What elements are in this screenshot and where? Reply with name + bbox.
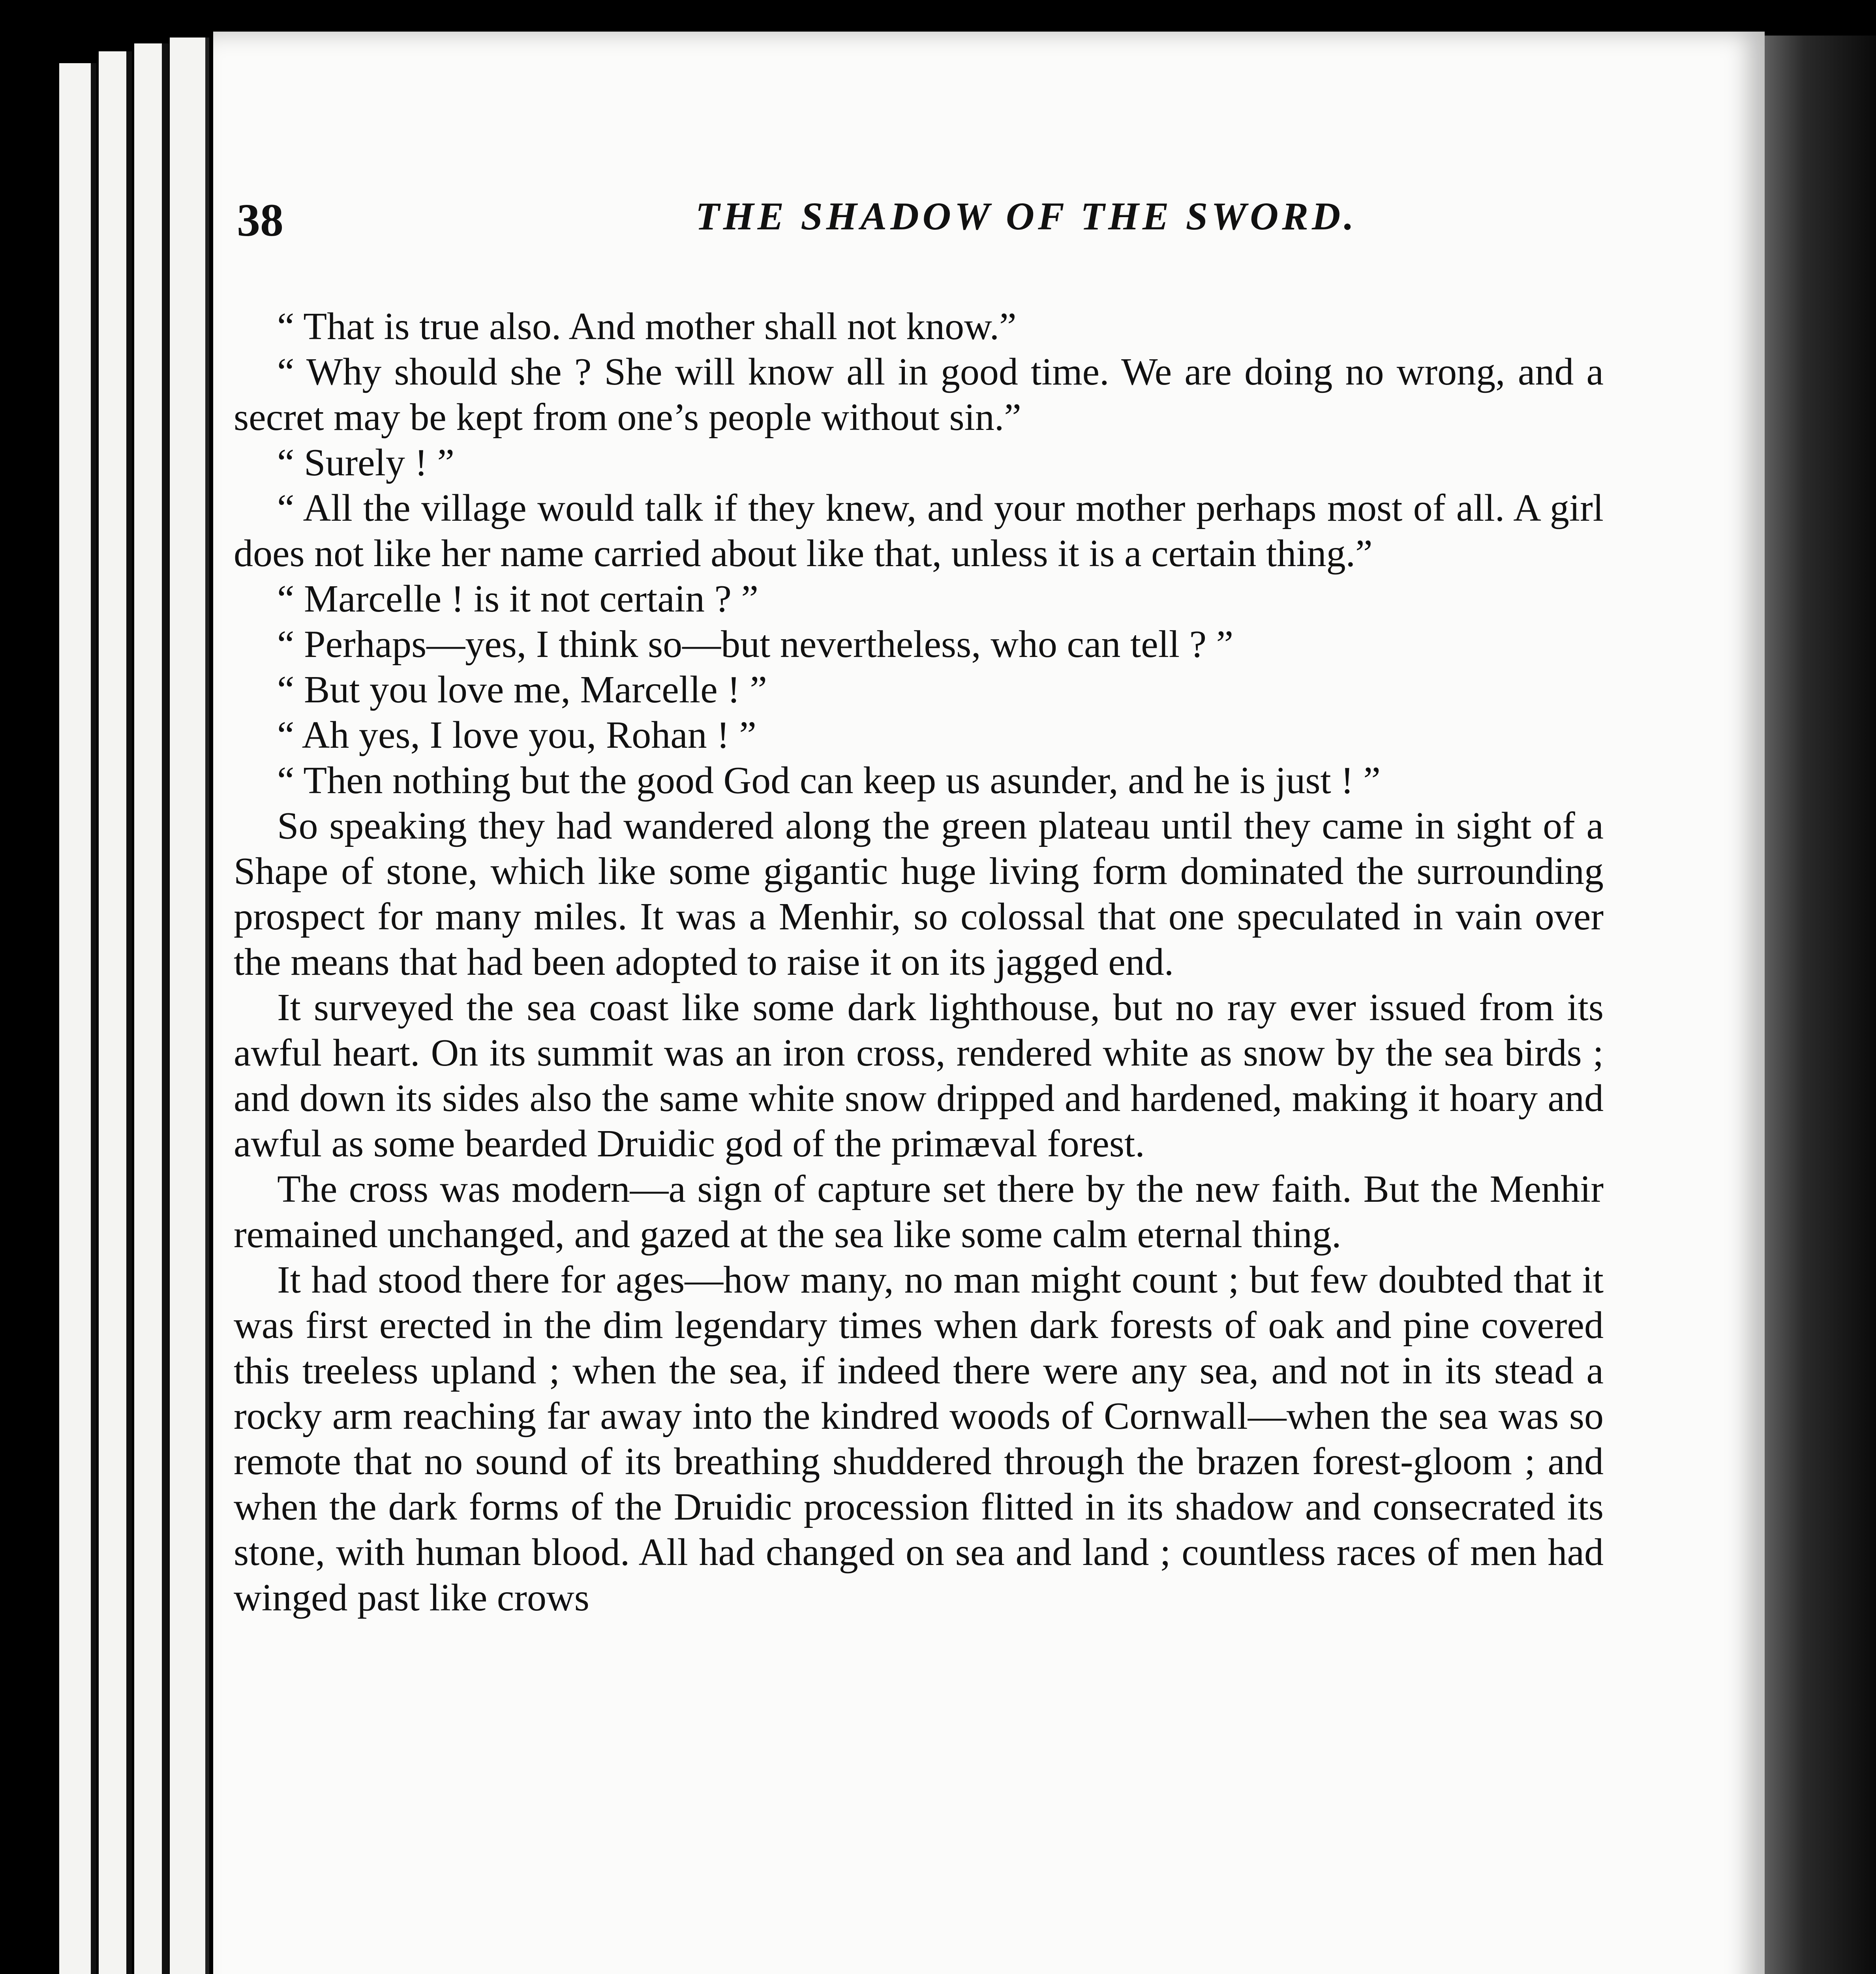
- paragraph: “ Surely ! ”: [277, 441, 454, 484]
- paragraph: “ That is true also. And mother shall not know.”: [277, 305, 1017, 348]
- paragraph: So speaking they had wandered along the green plateau until they came in sight of a Shape of stone, which like some gigantic huge living form dominated the surrounding prospect for many miles. It was a Menhir, so colossal that one speculated in vain over the means that had been adopted to raise it on its jagged end.: [234, 805, 1604, 983]
- paragraph: “ Then nothing but the good God can keep us asunder, and he is just ! ”: [277, 759, 1381, 802]
- page-number: 38: [237, 194, 283, 246]
- paragraph: It surveyed the sea coast like some dark lighthouse, but no ray ever issued from its awful heart. On its summit was an iron cross, rendered white as snow by the sea birds ; and down its sides also the same white snow dripped and hardened, making it hoary and awful as some bearded Druidic god of the primæval forest.: [234, 986, 1604, 1165]
- paragraph: The cross was modern—a sign of capture set there by the new faith. But the Menhir remained unchanged, and gazed at the sea like some calm eternal thing.: [234, 1168, 1604, 1256]
- paragraph: “ Marcelle ! is it not certain ? ”: [277, 578, 758, 620]
- page-header: [237, 186, 1619, 265]
- body-text: [234, 304, 1604, 1621]
- paragraph: “ Perhaps—yes, I think so—but nevertheless, who can tell ? ”: [277, 623, 1234, 666]
- paragraph: “ Why should she ? She will know all in good time. We are doing no wrong, and a secret may be kept from one’s people without sin.”: [234, 351, 1604, 439]
- running-title: THE SHADOW OF THE SWORD.: [695, 194, 1358, 238]
- paragraph: “ Ah yes, I love you, Rohan ! ”: [277, 714, 756, 756]
- paragraph: “ All the village would talk if they knew, and your mother perhaps most of all. A girl does not like her name carried about like that, unless it is a certain thing.”: [234, 487, 1604, 575]
- book-edge-outer: [59, 63, 96, 1974]
- book-edge-inner: [170, 38, 209, 1974]
- paragraph: It had stood there for ages—how many, no man might count ; but few doubted that it was first erected in the dim legendary times when dark forests of oak and pine covered this treeless upland ; when the sea, if indeed there were any sea, and not in its stead a rocky arm reaching far away into the kindred woods of Cornwall—when the sea was so remote that no sound of its breathing shuddered through the brazen forest-gloom ; and when the dark forms of the Druidic procession flitted in its shadow and consecrated its stone, with human blood. All had changed on sea and land ; countless races of men had winged past like crows: [234, 1259, 1604, 1619]
- paragraph: “ But you love me, Marcelle ! ”: [277, 668, 767, 711]
- book-edge-3: [134, 43, 169, 1974]
- book-edge-2: [99, 51, 132, 1974]
- right-page-shadow: [1757, 36, 1876, 1974]
